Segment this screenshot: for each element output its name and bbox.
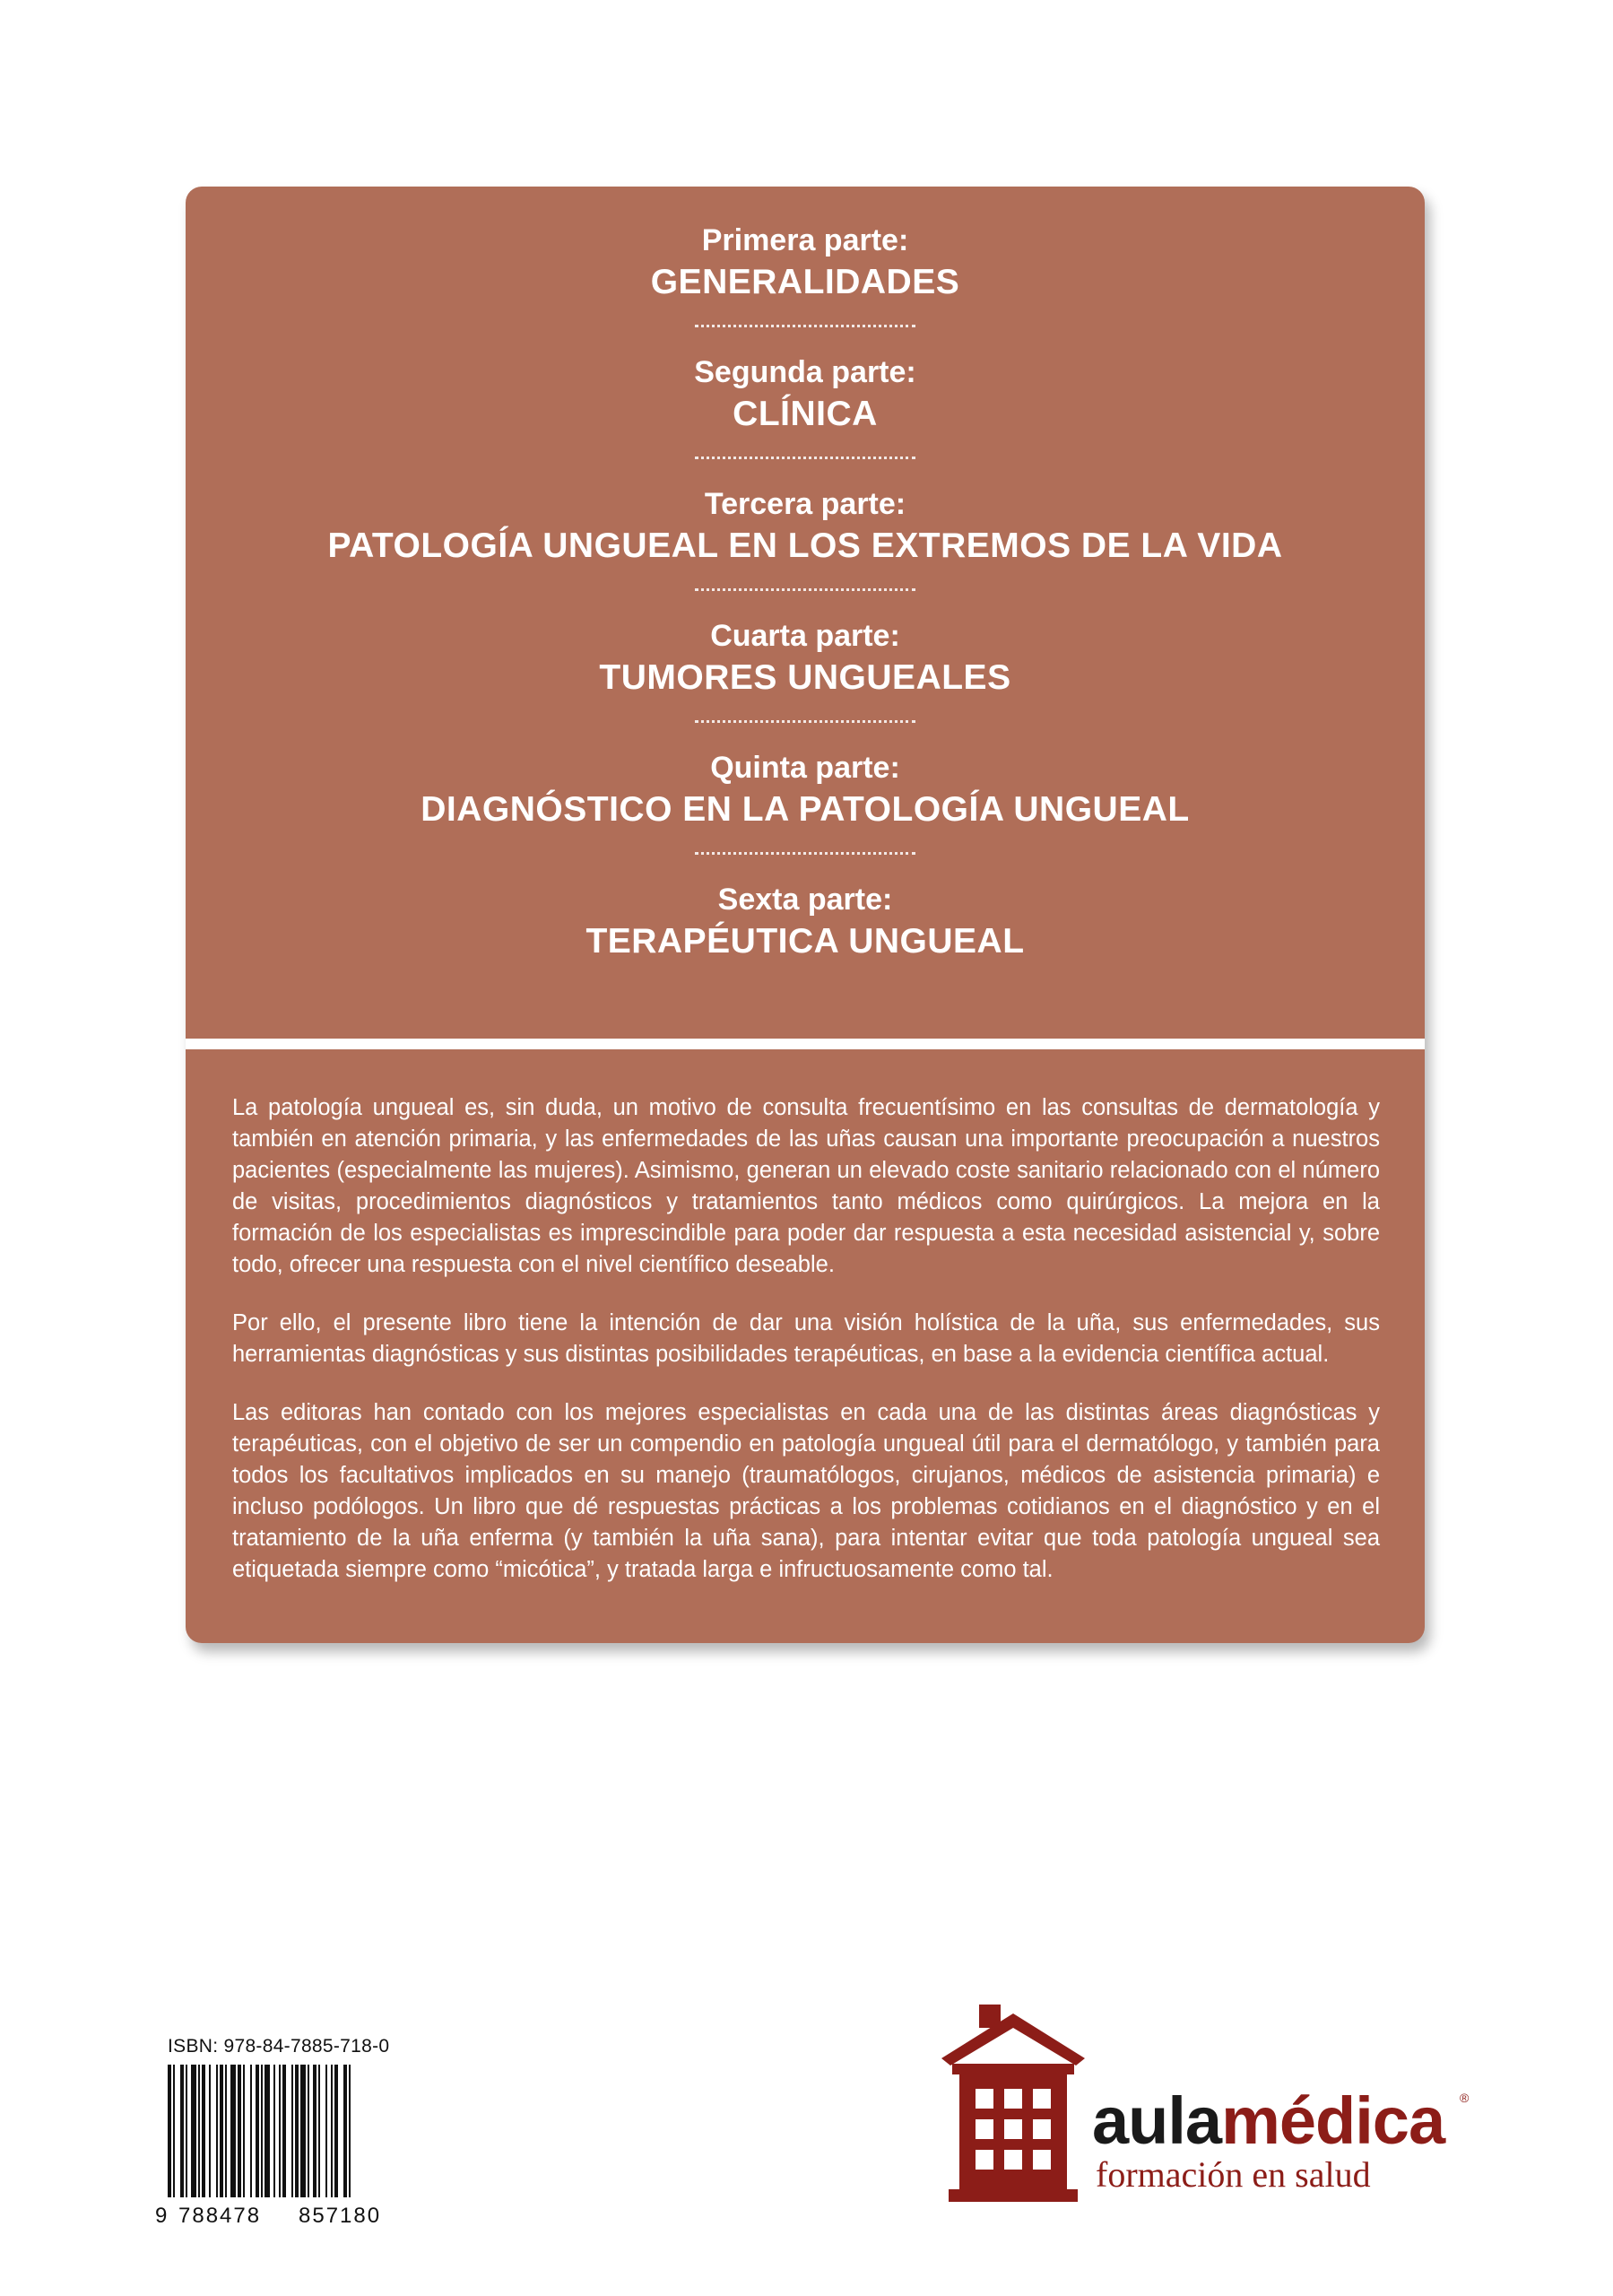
barcode-bar — [225, 2065, 227, 2197]
barcode-bar — [279, 2065, 281, 2197]
part-label: Tercera parte: — [704, 487, 906, 521]
part-title: CLÍNICA — [733, 395, 878, 433]
barcode-bar — [291, 2065, 293, 2197]
barcode-bar — [220, 2065, 223, 2197]
barcode-bar — [250, 2065, 252, 2197]
barcode-bar — [343, 2065, 347, 2197]
barcode-bar — [243, 2065, 245, 2197]
part-title: DIAGNÓSTICO EN LA PATOLOGÍA UNGUEAL — [421, 790, 1190, 829]
barcode-bar — [230, 2065, 236, 2197]
barcode-bar — [334, 2065, 338, 2197]
barcode-bar — [318, 2065, 320, 2197]
part-label: Sexta parte: — [717, 883, 893, 917]
dotted-separator — [695, 588, 915, 591]
barcode-bar — [256, 2065, 259, 2197]
barcode-digits — [155, 2204, 415, 2231]
part-label: Segunda parte: — [694, 355, 916, 389]
toc-part-4 — [186, 616, 1425, 700]
book-summary — [232, 1092, 1380, 1613]
dotted-separator — [695, 720, 915, 723]
part-title: TERAPÉUTICA UNGUEAL — [585, 922, 1025, 961]
summary-paragraph: La patología ungueal es, sin duda, un motivo de consulta frecuentísimo en las consultas de dermatología y también en atención primaria, y las enfermedades de las uñas causan una importante preocupación a nuestros pacientes (especialmente las mujeres). Asimismo, generan un elevado coste sanitario relacionado con el número de visitas, procedimientos diagnósticos y tratamientos tanto médicos como quirúrgicos. La mejora en la formación de los especialistas es imprescindible para poder dar respuesta a esta necesidad asistencial y, sobre todo, ofrecer una respuesta con el nivel científico deseable. — [232, 1095, 1380, 1277]
barcode-bar — [264, 2065, 270, 2197]
toc-part-5 — [186, 748, 1425, 832]
white-divider — [186, 1039, 1425, 1049]
isbn-barcode — [155, 2036, 415, 2231]
barcode-bar — [216, 2065, 218, 2197]
part-title: PATOLOGÍA UNGUEAL EN LOS EXTREMOS DE LA VIDA — [327, 526, 1283, 565]
toc-part-1 — [186, 221, 1425, 305]
publisher-tagline: formación en salud — [1096, 2154, 1371, 2195]
dotted-separator — [695, 852, 915, 855]
barcode-bar — [180, 2065, 184, 2197]
isbn-label: ISBN: 978-84-7885-718-0 — [168, 2036, 390, 2057]
barcode-bar — [349, 2065, 351, 2197]
publisher-name-aula: aula — [1092, 2083, 1222, 2158]
toc-part-2 — [186, 352, 1425, 437]
building-icon — [932, 1996, 1094, 2211]
toc-part-6 — [186, 880, 1425, 964]
barcode-bar — [295, 2065, 299, 2197]
barcode-bar — [173, 2065, 175, 2197]
barcode-bar — [198, 2065, 200, 2197]
table-of-contents — [186, 221, 1425, 964]
barcode-bars — [168, 2065, 412, 2199]
barcode-bar — [331, 2065, 333, 2197]
part-label: Quinta parte: — [710, 751, 900, 785]
barcode-bar — [168, 2065, 171, 2197]
part-title: GENERALIDADES — [650, 263, 960, 301]
publisher-logo — [932, 1996, 1488, 2211]
summary-paragraph: Por ello, el presente libro tiene la intención de dar una visión holística de la uña, sus enfermedades, sus herramientas diagnósticas y sus distintas posibilidades terapéuticas, en base a la evidencia científica actual. — [232, 1310, 1380, 1367]
registered-mark: ® — [1460, 2091, 1470, 2105]
barcode-bar — [238, 2065, 241, 2197]
barcode-bar — [313, 2065, 317, 2197]
barcode-bar — [273, 2065, 275, 2197]
cover-panel — [186, 187, 1425, 1643]
barcode-bar — [191, 2065, 196, 2197]
barcode-bar — [308, 2065, 309, 2197]
barcode-digits-left: 788478 — [178, 2204, 262, 2228]
barcode-bar — [282, 2065, 286, 2197]
barcode-digit-first: 9 — [155, 2204, 169, 2228]
part-title: TUMORES UNGUEALES — [599, 658, 1011, 697]
summary-paragraph: Las editoras han contado con los mejores especialistas en cada una de las distintas áreas diagnósticas y terapéuticas, con el objetivo de ser un compendio en patología ungueal útil para el dermatólogo, y también para todos los facultativos implicados en su manejo (traumatólogos, cirujanos, médicos de asistencia primaria) e incluso podólogos. Un libro que dé respuestas prácticas a los problemas cotidianos en el diagnóstico y en el tratamiento de la uña enferma (y también la uña sana), para intentar evitar que toda patología ungueal sea etiquetada siempre como “micótica”, y tratada larga e infructuosamente como tal. — [232, 1400, 1380, 1582]
barcode-bar — [186, 2065, 187, 2197]
part-label: Primera parte: — [701, 223, 909, 257]
toc-part-3 — [186, 484, 1425, 569]
barcode-bar — [261, 2065, 263, 2197]
barcode-bar — [209, 2065, 211, 2197]
publisher-name-medica: médica — [1221, 2083, 1445, 2158]
barcode-bar — [300, 2065, 306, 2197]
barcode-bar — [325, 2065, 327, 2197]
dotted-separator — [695, 457, 915, 459]
barcode-digits-right: 857180 — [299, 2204, 382, 2228]
dotted-separator — [695, 325, 915, 327]
publisher-name — [1092, 2085, 1444, 2157]
barcode-bar — [202, 2065, 205, 2197]
part-label: Cuarta parte: — [710, 619, 900, 653]
